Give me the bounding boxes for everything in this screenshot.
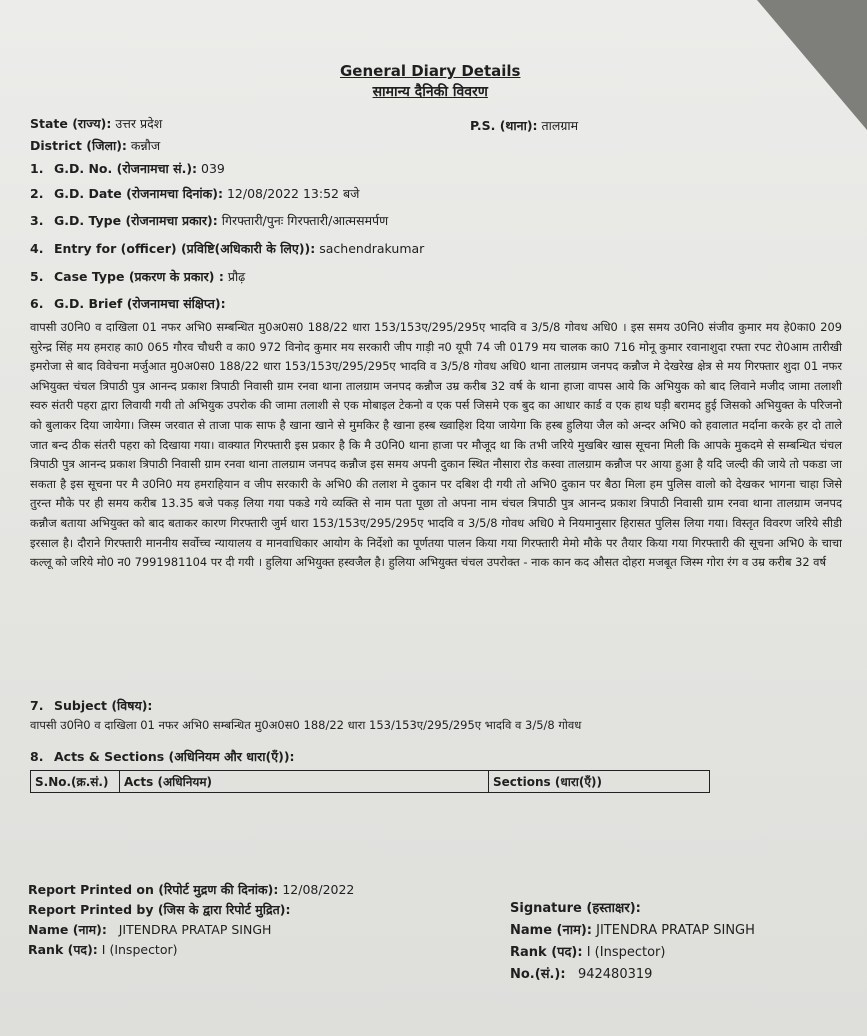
state-row	[30, 115, 162, 132]
gd-no-label: G.D. No. (रोजनामचा सं.):	[53, 161, 198, 176]
field-number: 8.	[30, 749, 44, 764]
signature-label: Signature (हस्ताक्षर):	[510, 901, 641, 916]
signer-no-label: No.(सं.):	[510, 967, 566, 982]
signer-name-label: Name (नाम):	[510, 923, 592, 938]
ps-label: P.S. (थाना):	[470, 118, 538, 133]
state-label: State (राज्य):	[30, 116, 112, 131]
report-printed-block	[28, 880, 354, 960]
signer-rank-label: Rank (पद):	[510, 945, 583, 960]
entry-for-value: sachendrakumar	[319, 241, 425, 256]
ps-value: तालग्राम	[541, 118, 579, 133]
subject-row	[30, 697, 152, 714]
document-title	[340, 62, 520, 101]
field-number: 3.	[30, 213, 44, 228]
printed-name-label: Name (नाम):	[28, 922, 107, 937]
entry-for-row	[30, 240, 424, 257]
acts-row	[30, 748, 295, 765]
printed-on-label: Report Printed on (रिपोर्ट मुद्रण की दिनांक):	[28, 882, 279, 897]
title-english: General Diary Details	[340, 62, 521, 80]
printed-rank-label: Rank (पद):	[28, 942, 98, 957]
printed-rank-value: I (Inspector)	[101, 942, 178, 957]
signer-name-value: JITENDRA PRATAP SINGH	[596, 923, 755, 938]
field-number: 4.	[30, 241, 44, 256]
gd-no-value: 039	[201, 161, 225, 176]
district-row	[30, 137, 160, 154]
district-label: District (जिला):	[30, 138, 127, 153]
printed-name-value: JITENDRA PRATAP SINGH	[118, 922, 272, 937]
printed-on-value: 12/08/2022	[282, 882, 355, 897]
gd-no-row	[30, 160, 225, 177]
state-value: उत्तर प्रदेश	[115, 116, 163, 131]
col-acts: Acts (अधिनियम)	[120, 771, 489, 793]
signer-no-value: 942480319	[577, 967, 653, 982]
entry-for-label: Entry for (officer) (प्रविष्टि(अधिकारी के लिए)):	[53, 241, 316, 256]
gd-brief-label: G.D. Brief (रोजनामचा संक्षिप्त):	[53, 296, 226, 311]
background-corner	[757, 0, 867, 130]
field-number: 5.	[30, 269, 44, 284]
field-number: 6.	[30, 296, 44, 311]
case-type-row	[30, 268, 245, 285]
gd-type-value: गिरफ्तारी/पुनः गिरफ्तारी/आत्मसमर्पण	[221, 213, 389, 228]
signature-block	[510, 898, 755, 986]
ps-row	[470, 117, 578, 134]
subject-text: वापसी उ0नि0 व दाखिला 01 नफर अभि0 सम्बन्धित मु0अ0स0 188/22 धारा 153/153ए/295/295ए भादवि व 3/5/8 गोवध	[30, 718, 582, 732]
case-type-value: प्रौढ़	[227, 269, 246, 284]
gd-date-row	[30, 185, 359, 202]
gd-brief-row	[30, 295, 226, 312]
field-number: 7.	[30, 698, 44, 713]
signer-rank-value: I (Inspector)	[586, 945, 666, 960]
field-number: 1.	[30, 161, 44, 176]
district-value: कन्नौज	[130, 138, 161, 153]
gd-date-value: 12/08/2022 13:52 बजे	[226, 186, 360, 201]
gd-type-row	[30, 212, 388, 229]
acts-label: Acts & Sections (अधिनियम और धारा(एँ)):	[53, 749, 295, 764]
col-sno: S.No.(क्र.सं.)	[31, 771, 120, 793]
col-sections: Sections (धारा(एँ))	[489, 771, 710, 793]
gd-date-label: G.D. Date (रोजनामचा दिनांक):	[53, 186, 223, 201]
gd-type-label: G.D. Type (रोजनामचा प्रकार):	[53, 213, 218, 228]
gd-brief-text: वापसी उ0नि0 व दाखिला 01 नफर अभि0 सम्बन्धित मु0अ0स0 188/22 धारा 153/153ए/295/295ए भादवि व 3/5/8 गोवध अधि0 । इस समय उ0नि0 संजीव कुमार मय हे0का0 209 सुरेन्द्र सिंह मय हमराह का0 065 गौरव चौधरी व का0 972 विनोद कुमार मय सरकारी जीप गाड़ी न0 यूपी 74 जी 0179 मय चालक का0 716 मोनू कुमार रवानाशुदा रफ्ता रपट रो0आम तारीखी इमरोजा से बाद विवेचना मर्जुआत मु0अ0स0 188/22 धारा 153/153ए/295/295ए भादवि व 3/5/8 गोवध अधि0 थाना तालग्राम जनपद कन्नौज मे देखरेख क्षेत्र से मय गिरफ्तार शुदा 01 नफर अभियुक्त चंचल त्रिपाठी पुत्र आनन्द प्रकाश त्रिपाठी निवासी ग्राम रनवा थाना तालग्राम जनपद कन्नौज उम्र करीब 32 वर्ष के थाना हाजा वापस आये कि अभियुक को बाद लिवाने मजीद जामा तलाशी स्वरु संतरी पहरा द्वारा लिवायी गयी तो अभियुक उपरोक की जामा तलाशी से एक मोबाइल टेकनो व एक पर्स जिसमे एक बुद का आधार कार्ड व एक हाथ घड़ी बरामद हुई जिसको अभियुक्त के परिजनो को बुलाकर दिया जायेगा। जिस्म जरवात से ताजा पाक साफ है खाना खाने से मुमकिर है खाना हस्ब ख्वाहिश दिया जायेगा कि हस्ब हुलिया जैल को अन्दर अभि0 को हवालात मर्दाना करके हर दो ताले जात बन्द ठीक संतरी पहरा को दिखाया गया। वाक्यात गिरफ्तारी इस प्रकार है कि मै उ0नि0 थाना हाजा पर मौजूद था कि तभी जरिये मुखबिर खास सूचना मिली कि आपके मुकदमे से सम्बन्धित चंचल त्रिपाठी पुत्र आनन्द प्रकाश त्रिपाठी निवासी ग्राम रनवा थाना तालग्राम जनपद कन्नौज इस समय अपनी दुकान स्थित नौसारा रोड कस्वा तालग्राम कन्नौज पर आया हुआ है यदि जल्दी की जाये तो पकडा जा सकता है इस सूचना पर मै उ0नि0 मय हमराहियान व जीप सरकारी के अभि0 की तलाश मे दुकान पर दबिश दी गयी तो अभि0 दुकान पर बैठा मिला हम पुलिस वालो को देखकर भागना चाहा जिसे तुरन्त मौके पर ही समय करीब 13.35 बजे पकड़ लिया गया पकडे गये व्यक्ति से नाम पता पूछा तो अपना नाम चंचल त्रिपाठी पुत्र आनन्द प्रकाश त्रिपाठी निवासी ग्राम रनवा थाना तालग्राम जनपद कन्नौज बताया अभियुक्त को बाद बताकर कारण गिरफ्तारी जुर्म धारा 153/153ए/295/295ए भादवि व 3/5/8 गोवध अधि0 मे नियमानुसार हिरासत पुलिस लिया गया। विस्तृत विवरण जरिये सीडी इरसाल है। दौराने गिरफ्तारी माननीय सर्वोच्च न्यायालय व मानवाधिकार आयोग के निर्देशो का पूर्णतया पालन किया गया गिरफ्तारी मेमो मौके पर तैयार किया गया गिरफ्तारी की सूचना अभि0 के चाचा कल्लू को जरिये मो0 न0 7991981104 पर दी गयी । हुलिया अभियुक्त हस्वजैल है। हुलिया अभियुक्त चंचल उपरोक्त - नाक कान कद औसत दोहरा मजबूत जिस्म गोरा रंग व उम्र करीब 32 वर्ष	[30, 320, 842, 570]
printed-by-label: Report Printed by (जिस के द्वारा रिपोर्ट मुद्रित):	[28, 902, 291, 917]
subject-label: Subject (विषय):	[53, 698, 153, 713]
case-type-label: Case Type (प्रकरण के प्रकार) :	[53, 269, 224, 284]
title-hindi: सामान्य दैनिकी विवरण	[372, 84, 488, 100]
field-number: 2.	[30, 186, 44, 201]
acts-table	[30, 770, 710, 793]
acts-table-header	[31, 771, 710, 793]
